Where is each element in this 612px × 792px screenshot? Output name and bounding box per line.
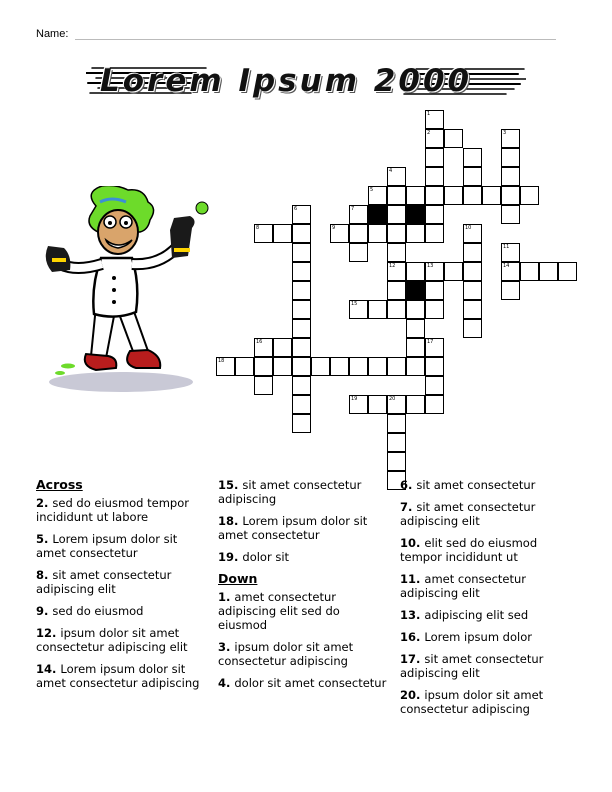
grid-cell[interactable] — [349, 395, 368, 414]
grid-cell[interactable] — [406, 262, 425, 281]
grid-cell[interactable] — [463, 262, 482, 281]
grid-cell[interactable] — [349, 357, 368, 376]
clue-item-text: Lorem ipsum dolor sit amet consectetur adipiscing — [36, 662, 200, 690]
grid-cell-blocked — [368, 205, 387, 224]
clue-number: 8 — [256, 225, 260, 231]
clue-item — [218, 478, 390, 506]
grid-cell[interactable] — [292, 357, 311, 376]
grid-cell[interactable] — [406, 357, 425, 376]
clue-number: 6 — [294, 206, 298, 212]
clue-item-number: 10. — [400, 536, 425, 550]
clue-number: 4 — [389, 168, 393, 174]
grid-cell[interactable] — [368, 395, 387, 414]
grid-cell[interactable] — [444, 262, 463, 281]
grid-cell[interactable] — [273, 357, 292, 376]
grid-cell[interactable] — [463, 281, 482, 300]
clue-item — [36, 662, 208, 690]
clue-item — [400, 630, 572, 644]
clue-item-number: 19. — [218, 550, 243, 564]
grid-cell[interactable] — [463, 300, 482, 319]
clue-item — [400, 608, 572, 622]
grid-cell[interactable] — [520, 262, 539, 281]
clue-item-text: Lorem ipsum dolor sit amet consectetur — [218, 514, 368, 542]
grid-cell[interactable] — [368, 357, 387, 376]
grid-cell[interactable] — [387, 167, 406, 186]
clues-column-2 — [218, 478, 390, 698]
clue-number: 12 — [389, 263, 396, 269]
grid-cell[interactable] — [387, 300, 406, 319]
clue-item-number: 2. — [36, 496, 53, 510]
grid-cell[interactable] — [254, 224, 273, 243]
grid-cell[interactable] — [387, 452, 406, 471]
grid-cell[interactable] — [406, 338, 425, 357]
mad-scientist-illustration — [36, 186, 225, 396]
clue-item-number: 5. — [36, 532, 53, 546]
grid-cell[interactable] — [254, 338, 273, 357]
clue-number: 11 — [503, 244, 510, 250]
clue-item-text: amet consectetur adipiscing elit — [400, 572, 527, 600]
grid-cell[interactable] — [463, 319, 482, 338]
grid-cell[interactable] — [292, 338, 311, 357]
clue-number: 19 — [351, 396, 358, 402]
clue-item-text: sit amet consectetur adipiscing elit — [400, 500, 536, 528]
grid-cell[interactable] — [254, 376, 273, 395]
grid-cell[interactable] — [406, 224, 425, 243]
grid-cell[interactable] — [368, 224, 387, 243]
grid-cell[interactable] — [292, 224, 311, 243]
grid-cell[interactable] — [463, 167, 482, 186]
clue-item — [218, 590, 390, 632]
grid-cell[interactable] — [482, 186, 501, 205]
grid-cell[interactable] — [558, 262, 577, 281]
grid-cell[interactable] — [501, 205, 520, 224]
grid-cell[interactable] — [425, 376, 444, 395]
grid-cell[interactable] — [273, 224, 292, 243]
clue-item — [36, 496, 208, 524]
grid-cell[interactable] — [292, 395, 311, 414]
grid-cell[interactable] — [254, 357, 273, 376]
clue-item-text: Lorem ipsum dolor sit amet consectetur — [36, 532, 178, 560]
clue-item — [400, 536, 572, 564]
clue-item-text: sed do eiusmod — [52, 604, 144, 618]
clue-number: 14 — [503, 263, 510, 269]
page-title: Lorem Ipsum 2000 — [100, 63, 473, 99]
grid-cell[interactable] — [463, 186, 482, 205]
grid-cell[interactable] — [349, 243, 368, 262]
clue-item-number: 15. — [218, 478, 243, 492]
clue-item — [36, 532, 208, 560]
clues-column-3 — [400, 478, 572, 724]
grid-cell[interactable] — [425, 338, 444, 357]
clue-number: 9 — [332, 225, 336, 231]
grid-cell[interactable] — [501, 186, 520, 205]
grid-cell[interactable] — [387, 433, 406, 452]
clue-item-number: 11. — [400, 572, 425, 586]
clue-item — [400, 652, 572, 680]
grid-cell[interactable] — [501, 129, 520, 148]
grid-cell[interactable] — [425, 148, 444, 167]
grid-cell[interactable] — [425, 167, 444, 186]
clue-item — [218, 550, 390, 564]
clue-item-text: ipsum dolor sit amet consectetur adipiscing — [400, 688, 544, 716]
grid-cell[interactable] — [387, 262, 406, 281]
clue-number: 5 — [370, 187, 374, 193]
grid-cell[interactable] — [349, 205, 368, 224]
grid-cell[interactable] — [216, 357, 235, 376]
grid-cell-blocked — [406, 281, 425, 300]
clue-item — [218, 640, 390, 668]
clue-item-text: amet consectetur adipiscing elit sed do eiusmod — [218, 590, 340, 632]
grid-cell[interactable] — [292, 281, 311, 300]
clue-item — [36, 626, 208, 654]
clue-item-number: 8. — [36, 568, 53, 582]
clue-item-text: ipsum dolor sit amet consectetur adipiscing elit — [36, 626, 188, 654]
grid-cell-blocked — [406, 205, 425, 224]
name-input-line[interactable] — [75, 39, 556, 40]
clue-item-text: sit amet consectetur — [416, 478, 536, 492]
clue-number: 20 — [389, 396, 396, 402]
grid-cell[interactable] — [368, 186, 387, 205]
grid-cell[interactable] — [406, 186, 425, 205]
grid-cell[interactable] — [387, 357, 406, 376]
grid-cell[interactable] — [425, 110, 444, 129]
clue-item-number: 13. — [400, 608, 425, 622]
clue-item — [400, 572, 572, 600]
clue-item-number: 12. — [36, 626, 61, 640]
clue-item-text: adipiscing elit sed — [424, 608, 529, 622]
clue-item-text: elit sed do eiusmod tempor incididunt ut — [400, 536, 538, 564]
clue-item — [400, 688, 572, 716]
grid-cell[interactable] — [425, 224, 444, 243]
down-heading: Down — [218, 571, 258, 586]
across-heading: Across — [36, 477, 83, 492]
grid-cell[interactable] — [387, 395, 406, 414]
clue-item-number: 16. — [400, 630, 425, 644]
clue-number: 17 — [427, 339, 434, 345]
clue-item — [400, 478, 572, 492]
clue-number: 2 — [427, 130, 431, 136]
clue-item-text: sit amet consectetur adipiscing elit — [400, 652, 544, 680]
clue-item — [218, 676, 390, 690]
clue-item-number: 18. — [218, 514, 243, 528]
grid-cell[interactable] — [463, 224, 482, 243]
clue-item-number: 17. — [400, 652, 425, 666]
clue-item-text: sed do eiusmod tempor incididunt ut labore — [36, 496, 189, 524]
clue-number: 15 — [351, 301, 358, 307]
grid-cell[interactable] — [273, 338, 292, 357]
grid-cell[interactable] — [292, 262, 311, 281]
clue-number: 16 — [256, 339, 263, 345]
grid-cell[interactable] — [292, 243, 311, 262]
grid-cell[interactable] — [425, 186, 444, 205]
clue-number: 3 — [503, 130, 507, 136]
title-banner — [86, 60, 526, 100]
clue-number: 7 — [351, 206, 355, 212]
grid-cell[interactable] — [444, 129, 463, 148]
grid-cell[interactable] — [501, 148, 520, 167]
grid-cell[interactable] — [311, 357, 330, 376]
clue-item-number: 4. — [218, 676, 235, 690]
grid-cell[interactable] — [349, 224, 368, 243]
clue-number: 18 — [218, 358, 225, 364]
grid-cell[interactable] — [368, 300, 387, 319]
grid-cell[interactable] — [501, 262, 520, 281]
grid-cell[interactable] — [330, 357, 349, 376]
clue-item-number: 7. — [400, 500, 417, 514]
grid-cell[interactable] — [463, 148, 482, 167]
clues-column-1 — [36, 478, 208, 698]
clue-item-number: 6. — [400, 478, 417, 492]
grid-cell[interactable] — [406, 300, 425, 319]
clue-item-text: sit amet consectetur adipiscing — [218, 478, 362, 506]
clue-item — [36, 568, 208, 596]
clue-number: 13 — [427, 263, 434, 269]
clue-item-number: 3. — [218, 640, 235, 654]
clue-item — [218, 514, 390, 542]
grid-cell[interactable] — [425, 129, 444, 148]
clue-item-text: dolor sit — [242, 550, 290, 564]
grid-cell[interactable] — [444, 186, 463, 205]
clue-item-number: 9. — [36, 604, 53, 618]
grid-cell[interactable] — [292, 319, 311, 338]
grid-cell[interactable] — [425, 300, 444, 319]
grid-cell[interactable] — [406, 395, 425, 414]
clue-item-text: ipsum dolor sit amet consectetur adipiscing — [218, 640, 354, 668]
grid-cell[interactable] — [387, 186, 406, 205]
grid-cell[interactable] — [387, 224, 406, 243]
grid-cell[interactable] — [406, 319, 425, 338]
grid-cell[interactable] — [387, 243, 406, 262]
name-label: Name: — [36, 28, 69, 40]
name-row — [36, 27, 556, 43]
clue-number: 1 — [427, 111, 431, 117]
clue-item — [36, 604, 208, 618]
grid-cell[interactable] — [501, 243, 520, 262]
grid-cell[interactable] — [292, 414, 311, 433]
grid-cell[interactable] — [292, 376, 311, 395]
grid-cell[interactable] — [539, 262, 558, 281]
grid-cell[interactable] — [501, 167, 520, 186]
clue-item-text: Lorem ipsum dolor — [424, 630, 532, 644]
grid-cell[interactable] — [425, 357, 444, 376]
grid-cell[interactable] — [520, 186, 539, 205]
grid-cell[interactable] — [292, 205, 311, 224]
grid-cell[interactable] — [463, 243, 482, 262]
clue-item-number: 20. — [400, 688, 425, 702]
grid-cell[interactable] — [501, 281, 520, 300]
grid-cell[interactable] — [349, 300, 368, 319]
grid-cell[interactable] — [425, 205, 444, 224]
grid-cell[interactable] — [425, 262, 444, 281]
clue-item-number: 14. — [36, 662, 61, 676]
grid-cell[interactable] — [425, 281, 444, 300]
grid-cell[interactable] — [387, 281, 406, 300]
grid-cell[interactable] — [425, 395, 444, 414]
clue-item-text: dolor sit amet consectetur — [234, 676, 387, 690]
grid-cell[interactable] — [387, 414, 406, 433]
grid-cell[interactable] — [387, 205, 406, 224]
grid-cell[interactable] — [330, 224, 349, 243]
clue-item — [400, 500, 572, 528]
grid-cell[interactable] — [235, 357, 254, 376]
clue-item-text: sit amet consectetur adipiscing elit — [36, 568, 172, 596]
clue-number: 10 — [465, 225, 472, 231]
clue-item-number: 1. — [218, 590, 235, 604]
grid-cell[interactable] — [292, 300, 311, 319]
